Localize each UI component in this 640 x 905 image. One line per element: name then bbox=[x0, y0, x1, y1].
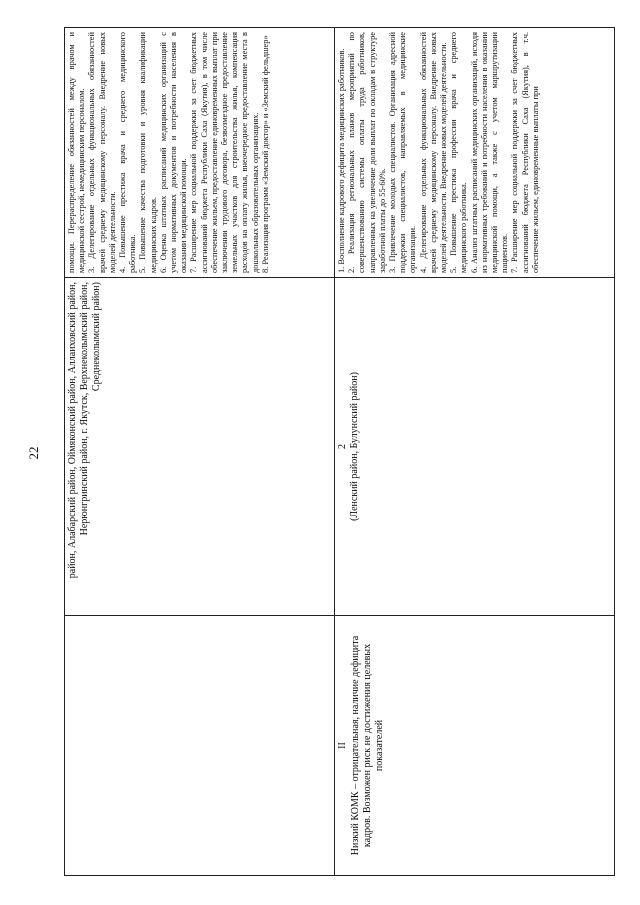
page-number: 22 bbox=[26, 446, 41, 460]
region-number: 2 bbox=[337, 444, 348, 449]
measure-item: 1. Восполнение кадрового дефицита медицинских работников. bbox=[337, 48, 346, 273]
regions-text-continued: район, Алабарский район, Оймяконский район, Аллаиховский район, Нерюнгринский район, г. Якутск, Верхнеколымский район, Среднеколымский район) bbox=[67, 282, 102, 579]
rotated-table-inner bbox=[64, 28, 614, 876]
measure-item: помощи. Перераспределение обязанностей между врачом и медицинской сестрой, немедицинским персоналом. bbox=[67, 32, 87, 273]
measure-item: 6. Анализ штатных расписаний медицинских организаций, исходя из нормативных требований и потребности населения в оказании медицинской помощи, а также с учетом маршрутизации пациентов. bbox=[469, 32, 510, 273]
measure-item: 4. Делегирование отдельных функциональных обязанностей врачей среднему медицинскому персоналу. Внедрение новых моделей деятельности. Внедрение новых моделей деятельности. bbox=[418, 32, 449, 273]
rotated-table-frame bbox=[64, 28, 614, 876]
measure-item: 3. Привлечение молодых специалистов. Организация адресной поддержки специалистов, направляемых в медицинские организации. bbox=[388, 32, 418, 273]
regions-cell-continued bbox=[65, 278, 335, 616]
regions-cell bbox=[335, 278, 615, 616]
group-cell bbox=[335, 616, 615, 876]
measure-item: 5. Повышение престижа профессии врача и среднего медицинского работника. bbox=[449, 32, 469, 273]
measure-item: 5. Повышение качества подготовки и уровня квалификации медицинских кадров. bbox=[138, 32, 158, 273]
measure-item: 7. Расширение мер социальной поддержки за счет бюджетных ассигнований бюджета Республики Саха (Якутия), в том числе обеспечение жильем, предоставление единовременных выплат при заключении трудового договора, безвозмездное предоставление земельных участков для строительства жилья, компенсация расходов на оплату жилья, внеочередное предоставление места в дошкольных образовательных организациях. bbox=[189, 32, 260, 273]
group-number: II bbox=[337, 742, 348, 749]
measure-item: 4. Повышение престижа врача и среднего медицинского работника. bbox=[118, 32, 138, 273]
measure-item: 3. Делегирование отдельных функциональных обязанностей врачей среднему медицинскому персоналу. Внедрение новых моделей деятельности. bbox=[87, 32, 117, 273]
table-row-continued bbox=[65, 28, 335, 876]
group-description: Низкий КОМК – отрицательная, наличие дефицита кадров. Возможен риск не достижения целевых показателей bbox=[350, 635, 385, 856]
group-cell-continued bbox=[65, 616, 335, 876]
measure-item: 8. Реализация программ «Земский доктор» и «Земский фельдшер» bbox=[260, 35, 270, 273]
measures-cell bbox=[335, 28, 615, 278]
measures-list-continued bbox=[67, 32, 332, 273]
measures-cell-continued bbox=[65, 28, 335, 278]
measure-item: 2. Реализация региональных планов мероприятий по совершенствованию системы оплаты труда работников, направленных на увеличение доли выплат по окладам в структуре заработной платы до 55-60%. bbox=[347, 32, 387, 273]
table-row-group-2 bbox=[335, 28, 615, 876]
measure-item: 7. Расширение мер социальной поддержки за счет бюджетных ассигнований бюджета Республики Саха (Якутия), в т.ч. обеспечение жильем, единовременные выплаты при bbox=[510, 32, 540, 273]
measure-item: 6. Оценка штатных расписаний медицинских организаций с учетом нормативных документов и потребности населения в оказании медицинской помощи. bbox=[158, 32, 189, 273]
measures-list bbox=[337, 32, 612, 273]
measures-table bbox=[64, 27, 615, 876]
regions-text: (Ленский район, Булунский район) bbox=[349, 372, 360, 521]
